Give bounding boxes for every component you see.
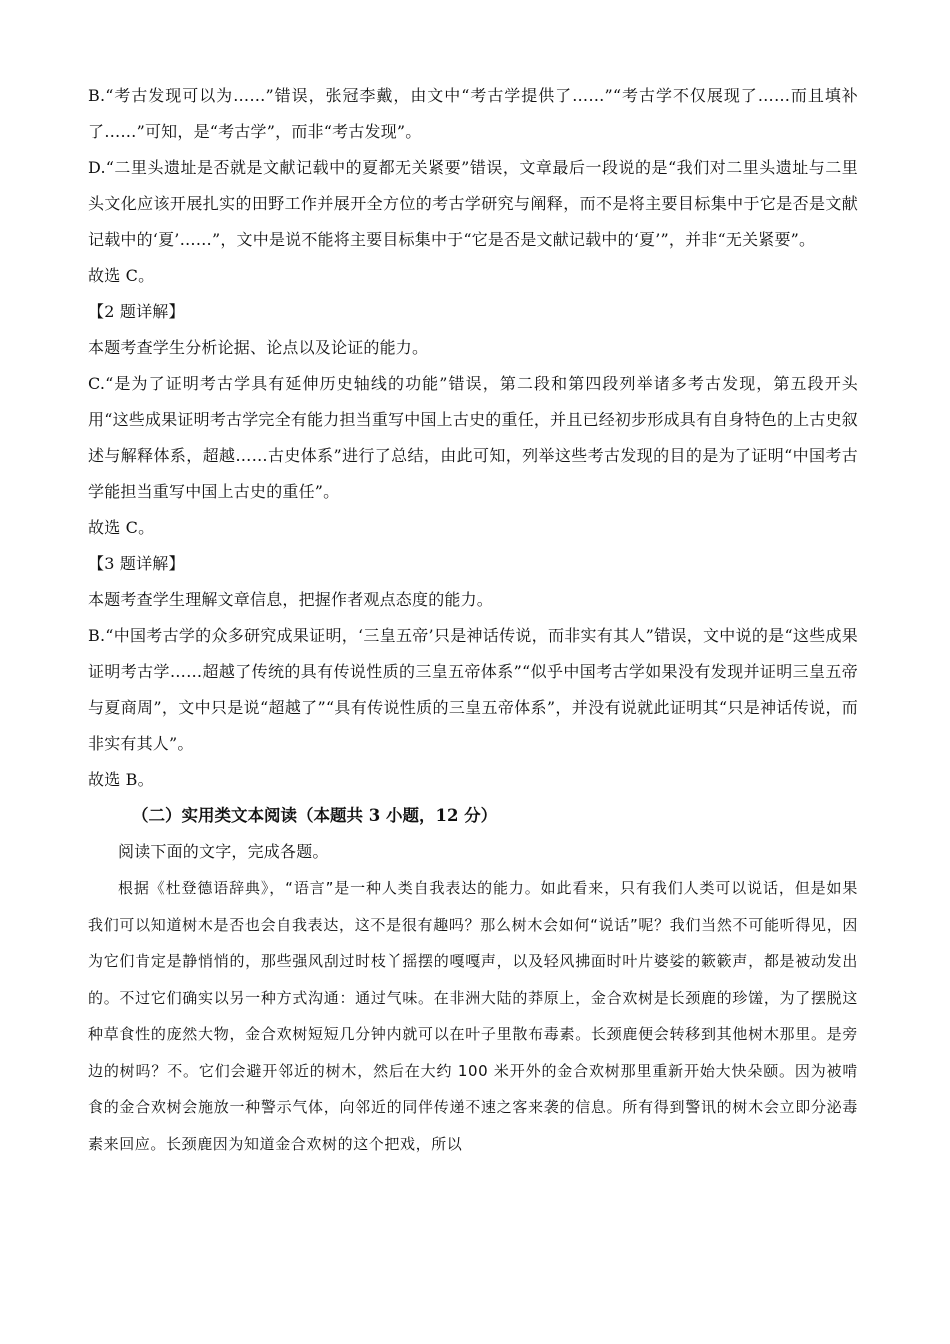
analysis3-answer: 故选 B。 (88, 770, 154, 789)
analysis2-answer: 故选 C。 (88, 518, 155, 537)
document-page (88, 78, 858, 1162)
analysis1-option-b: B.“考古发现可以为……”错误，张冠李戴，由文中“考古学提供了……”“考古学不仅展现了……而且填补了……”可知，是“考古学”，而非“考古发现”。 (88, 86, 858, 141)
analysis2-intro: 本题考查学生分析论据、论点以及论证的能力。 (88, 338, 429, 357)
analysis2-option-c: C.“是为了证明考古学具有延伸历史轴线的功能”错误，第二段和第四段列举诸多考古发现，第五段开头用“这些成果证明考古学完全有能力担当重写中国上古史的重任，并且已经初步形成具有自身特色的上古史叙述与解释体系，超越……古史体系”进行了总结，由此可知，列举这些考古发现的目的是为了证明“中国考古学能担当重写中国上古史的重任”。 (88, 374, 858, 501)
analysis3-heading: 【3 题详解】 (88, 554, 185, 573)
analysis1-option-d: D.“二里头遗址是否就是文献记载中的夏都无关紧要”错误，文章最后一段说的是“我们对二里头遗址与二里头文化应该开展扎实的田野工作并展开全方位的考古学研究与阐释，而不是将主要目标集中于它是否是文献记载中的‘夏’……”，文中是说不能将主要目标集中于“它是否是文献记载中的‘夏’”，并非“无关紧要”。 (88, 158, 858, 249)
analysis1-answer: 故选 C。 (88, 266, 155, 285)
reading-instruction: 阅读下面的文字，完成各题。 (118, 842, 329, 861)
analysis3-intro: 本题考查学生理解文章信息，把握作者观点态度的能力。 (88, 590, 494, 609)
analysis2-heading: 【2 题详解】 (88, 302, 185, 321)
reading-passage: 根据《杜登德语辞典》，“语言”是一种人类自我表达的能力。如此看来，只有我们人类可以说话，但是如果我们可以知道树木是否也会自我表达，这不是很有趣吗？那么树木会如何“说话”呢？我们当然不可能听得见，因为它们肯定是静悄悄的，那些强风刮过时枝丫摇摆的嘎嘎声，以及轻风拂面时叶片婆娑的簌簌声，都是被动发出的。不过它们确实以另一种方式沟通：通过气味。在非洲大陆的莽原上，金合欢树是长颈鹿的珍馐，为了摆脱这种草食性的庞然大物，金合欢树短短几分钟内就可以在叶子里散布毒素。长颈鹿便会转移到其他树木那里。是旁边的树吗？不。它们会避开邻近的树木，然后在大约 100 米开外的金合欢树那里重新开始大快朵颐。因为被啃食的金合欢树会施放一种警示气体，向邻近的同伴传递不速之客来袭的信息。所有得到警讯的树木会立即分泌毒素来回应。长颈鹿因为知道金合欢树的这个把戏，所以 (88, 879, 858, 1153)
analysis3-option-b: B.“中国考古学的众多研究成果证明，‘三皇五帝’只是神话传说，而非实有其人”错误，文中说的是“这些成果证明考古学……超越了传统的具有传说性质的三皇五帝体系”“似乎中国考古学如果没有发现并证明三皇五帝与夏商周”，文中只是说“超越了”“具有传说性质的三皇五帝体系”，并没有说就此证明其“只是神话传说，而非实有其人”。 (88, 626, 858, 753)
section-title: （二）实用类文本阅读（本题共 3 小题，12 分） (132, 806, 498, 825)
